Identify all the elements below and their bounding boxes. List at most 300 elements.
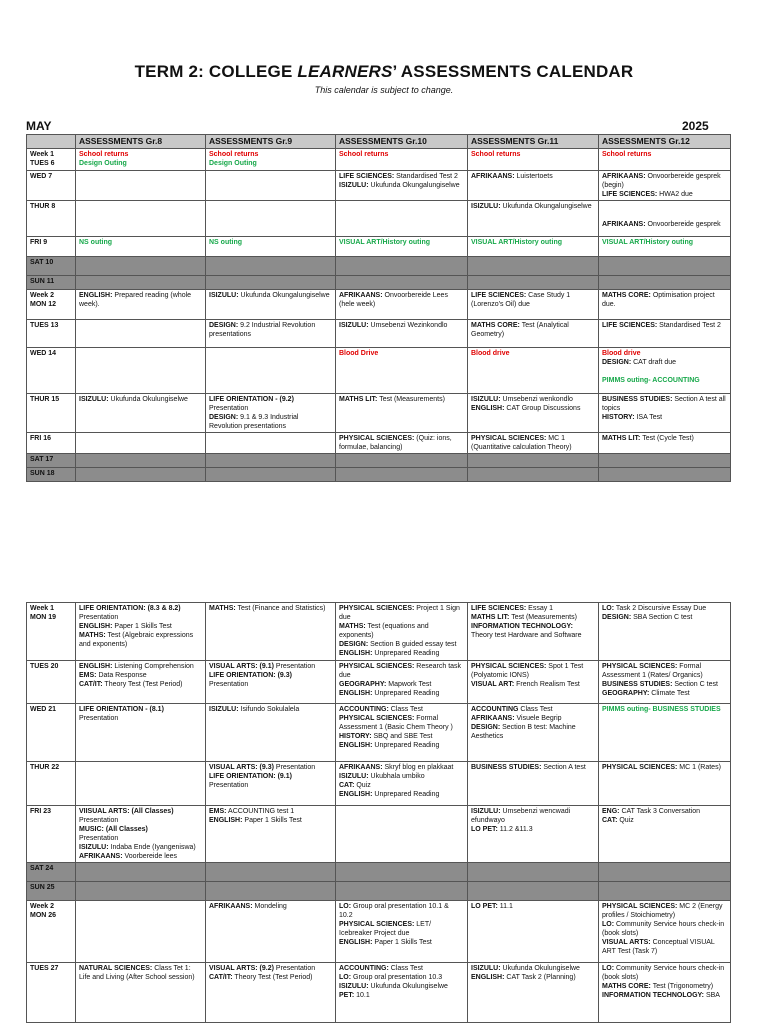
entry-text: Paper 1 Skills Test <box>372 939 432 946</box>
entry-text: Presentation <box>79 614 119 621</box>
entry-text: SBA Section C test <box>631 614 693 621</box>
day-label: FRI 23 <box>30 808 52 815</box>
assessment-entry <box>471 763 595 772</box>
assessment-cell <box>599 290 731 320</box>
subject-label: LIFE SCIENCES: <box>602 191 658 198</box>
entry-text: Mapwork Test <box>386 681 432 688</box>
table-row <box>27 348 731 394</box>
day-cell <box>27 704 76 762</box>
assessment-entry <box>471 662 595 680</box>
assessment-entry <box>209 150 332 159</box>
assessment-cell <box>599 320 731 348</box>
assessment-entry <box>471 964 595 973</box>
subject-label: LIFE ORIENTATION - (9.2) <box>209 396 294 403</box>
assessment-entry <box>471 902 595 911</box>
assessment-cell <box>468 661 599 704</box>
assessment-cell <box>206 454 336 468</box>
subject-label: ENGLISH: <box>471 405 505 412</box>
subject-label: MATHS: <box>339 623 366 630</box>
assessment-entry <box>339 741 464 750</box>
assessment-entry <box>471 613 595 622</box>
assessment-entry <box>339 662 464 680</box>
subject-label: MATHS LIT: <box>339 396 378 403</box>
subject-label: PHYSICAL SCIENCES: <box>602 903 678 910</box>
entry-text <box>294 396 296 403</box>
entry-text: Presentation <box>209 782 249 789</box>
assessment-cell <box>468 394 599 433</box>
subject-label: ISIZULU: <box>339 773 369 780</box>
assessment-cell <box>206 201 336 237</box>
day-cell <box>27 468 76 482</box>
assessment-entry <box>79 622 202 631</box>
assessment-cell <box>76 290 206 320</box>
assessment-cell <box>76 863 206 882</box>
assessment-entry <box>602 291 727 309</box>
entry-text: Blood drive <box>602 350 641 357</box>
day-cell <box>27 394 76 433</box>
assessment-cell <box>206 433 336 454</box>
assessment-cell <box>206 882 336 901</box>
assessment-entry <box>339 181 464 190</box>
entry-text: CAT draft due <box>631 359 677 366</box>
entry-text: Blood drive <box>471 350 510 357</box>
subject-label: ENGLISH: <box>339 690 373 697</box>
assessment-cell <box>468 348 599 394</box>
assessment-cell <box>76 201 206 237</box>
subject-label: PHYSICAL SCIENCES: <box>471 435 547 442</box>
calendar-body-2 <box>27 603 731 1023</box>
entry-text: Unprepared Reading <box>372 650 440 657</box>
entry-text: Umsebenzi wencwadi efundwayo <box>471 808 571 824</box>
day-label: Week 2 <box>30 292 54 299</box>
assessment-entry <box>79 825 202 834</box>
subject-label: VISUAL ARTS: <box>602 939 651 946</box>
subject-label: LIFE SCIENCES: <box>471 292 527 299</box>
assessment-entry <box>209 238 332 247</box>
assessment-entry <box>602 763 727 772</box>
entry-text: Data Response <box>96 672 147 679</box>
subject-label: VIISUAL ARTS: (All Classes) <box>79 808 174 815</box>
entry-text: Test (Cycle Test) <box>640 435 694 442</box>
subject-label: HISTORY: <box>339 733 372 740</box>
entry-text: Ukufunda Okulungiselwe <box>368 983 448 990</box>
assessment-cell <box>468 257 599 276</box>
assessment-entry <box>79 604 202 613</box>
assessment-entry <box>339 763 464 772</box>
table-row <box>27 963 731 1023</box>
entry-text: Spot 1 Test (Polyatomic IONS) <box>471 663 584 679</box>
day-label: SUN 11 <box>30 278 55 285</box>
assessment-entry <box>339 973 464 982</box>
assessment-entry <box>209 321 332 339</box>
entry-text: VISUAL ART/History outing <box>471 239 562 246</box>
day-label: FRI 9 <box>30 239 48 246</box>
entry-text: Prepared reading (whole week). <box>79 292 192 308</box>
assessment-cell <box>468 901 599 963</box>
entry-text: Presentation <box>273 663 316 670</box>
entry-text: Formal Assessment 1 (Rates/ Organics) <box>602 663 703 679</box>
subject-label: PHYSICAL SCIENCES: <box>471 663 547 670</box>
day-label: MON 26 <box>30 912 57 919</box>
entry-text <box>292 773 294 780</box>
assessment-entry <box>602 920 727 938</box>
table-row <box>27 661 731 704</box>
subject-label: AFRIKAANS: <box>602 173 646 180</box>
assessment-entry <box>602 349 727 358</box>
assessment-entry <box>209 816 332 825</box>
assessment-entry <box>339 790 464 799</box>
subject-label: MATHS: <box>79 632 106 639</box>
calendar-table-2 <box>26 602 731 1023</box>
assessment-entry <box>339 938 464 947</box>
day-cell <box>27 149 76 171</box>
subject-label: VISUAL ART: <box>471 681 515 688</box>
assessment-cell <box>599 661 731 704</box>
assessment-entry <box>339 991 464 1000</box>
entry-text: Test (Measurements) <box>377 396 445 403</box>
subject-label: CAT: <box>339 782 355 789</box>
assessment-cell <box>336 237 468 257</box>
assessment-cell <box>206 276 336 290</box>
column-header: ASSESSMENTS Gr.9 <box>206 135 336 149</box>
day-label: TUES 20 <box>30 663 59 670</box>
subject-label: INFORMATION TECHNOLOGY: <box>602 992 705 999</box>
assessment-entry <box>471 202 595 211</box>
table-row <box>27 704 731 762</box>
day-cell <box>27 171 76 201</box>
assessment-entry <box>339 321 464 330</box>
assessment-cell <box>206 704 336 762</box>
assessment-entry <box>471 238 595 247</box>
assessment-entry <box>602 211 727 220</box>
assessment-cell <box>599 149 731 171</box>
column-header: ASSESSMENTS Gr.10 <box>336 135 468 149</box>
entry-text: Ukufunda Okungalungiselwe <box>500 203 592 210</box>
assessment-entry <box>602 172 727 190</box>
assessment-entry <box>471 321 595 339</box>
assessment-entry <box>79 705 202 714</box>
assessment-entry <box>79 662 202 671</box>
assessment-cell <box>599 171 731 201</box>
assessment-entry <box>79 159 202 168</box>
assessment-entry <box>471 825 595 834</box>
weekend-row <box>27 468 731 482</box>
weekend-row <box>27 863 731 882</box>
assessment-entry <box>339 238 464 247</box>
assessment-cell <box>599 237 731 257</box>
subject-label: ISIZULU: <box>209 292 239 299</box>
entry-text: Test (Trigonometry) <box>650 983 714 990</box>
subject-label: AFRIKAANS: <box>339 764 383 771</box>
entry-text: (Quiz: ions, formulae, balancing) <box>339 435 452 451</box>
assessment-entry <box>602 220 727 229</box>
subject-label: ENGLISH: <box>339 791 373 798</box>
entry-text: VISUAL ART/History outing <box>339 239 430 246</box>
assessment-entry <box>79 613 202 622</box>
entry-text: Paper 1 Skills Test <box>112 623 172 630</box>
assessment-entry <box>209 781 332 790</box>
subject-label: GEOGRAPHY: <box>602 690 650 697</box>
assessment-cell <box>206 468 336 482</box>
entry-text: Class Test <box>388 706 423 713</box>
subject-label: PHYSICAL SCIENCES: <box>339 435 415 442</box>
assessment-cell <box>599 863 731 882</box>
assessment-cell <box>206 863 336 882</box>
assessment-cell <box>599 394 731 433</box>
entry-text: Test (Algebraic expressions and exponents) <box>79 632 194 648</box>
day-cell <box>27 963 76 1023</box>
assessment-entry <box>339 732 464 741</box>
entry-text: Ukufunda Okulungiselwe <box>500 965 580 972</box>
entry-text: Section C test <box>672 681 718 688</box>
assessment-entry <box>339 649 464 658</box>
day-label: WED 7 <box>30 173 53 180</box>
assessment-entry <box>339 434 464 452</box>
assessment-cell <box>336 762 468 806</box>
entry-text: VISUAL ART/History outing <box>602 239 693 246</box>
entry-text: Test (Finance and Statistics) <box>235 605 326 612</box>
assessment-cell <box>76 320 206 348</box>
entry-text: Presentation <box>273 965 316 972</box>
subject-label: PHYSICAL SCIENCES: <box>339 715 415 722</box>
assessment-cell <box>336 963 468 1023</box>
assessment-entry <box>209 807 332 816</box>
subject-label: LO PET: <box>471 826 498 833</box>
day-cell <box>27 901 76 963</box>
subject-label: ENGLISH: <box>471 974 505 981</box>
assessment-entry <box>602 807 727 816</box>
entry-text: 10.1 <box>354 992 370 999</box>
assessment-cell <box>468 149 599 171</box>
entry-text: Presentation <box>79 715 119 722</box>
subject-label: ISIZULU: <box>209 706 239 713</box>
assessment-entry <box>339 604 464 622</box>
assessment-entry <box>79 852 202 861</box>
entry-text: ACCOUNTING test 1 <box>226 808 295 815</box>
day-cell <box>27 454 76 468</box>
column-header <box>27 135 76 149</box>
assessment-cell <box>76 348 206 394</box>
subject-label: AFRIKAANS: <box>471 715 515 722</box>
entry-text: Conceptual VISUAL ART Test (Task 7) <box>602 939 715 955</box>
day-cell <box>27 863 76 882</box>
table-row <box>27 433 731 454</box>
assessment-cell <box>468 963 599 1023</box>
subject-label: DESIGN: <box>209 414 239 421</box>
subject-label: ENGLISH: <box>79 663 113 670</box>
assessment-cell <box>599 257 731 276</box>
subject-label: ISIZULU: <box>79 844 109 851</box>
entry-text: Isifundo Sokulalela <box>238 706 300 713</box>
entry-text: Onvoorbereide gesprek (begin) <box>602 173 721 189</box>
assessment-entry <box>602 902 727 920</box>
subject-label: PHYSICAL SCIENCES: <box>339 663 415 670</box>
subject-label: DESIGN: <box>339 641 369 648</box>
column-header: ASSESSMENTS Gr.8 <box>76 135 206 149</box>
assessment-cell <box>599 348 731 394</box>
day-label: TUES 6 <box>30 160 55 167</box>
entry-text: Presentation <box>209 405 249 412</box>
entry-text: Community Service hours check-in (book slots) <box>602 921 725 937</box>
page-subtitle: This calendar is subject to change. <box>314 85 454 95</box>
entry-text: Skryf blog en plakkaat <box>382 764 454 771</box>
assessment-cell <box>76 963 206 1023</box>
subject-label: ENGLISH: <box>79 292 113 299</box>
assessment-cell <box>336 433 468 454</box>
assessment-entry <box>602 816 727 825</box>
entry-text: Optimisation project due. <box>602 292 715 308</box>
assessment-cell <box>206 661 336 704</box>
assessment-entry <box>209 404 332 413</box>
assessment-cell <box>76 237 206 257</box>
subject-label: ENGLISH: <box>339 742 373 749</box>
assessment-cell <box>336 320 468 348</box>
assessment-entry <box>79 816 202 825</box>
entry-text: Section A test all topics <box>602 396 726 412</box>
entry-text: Unprepared Reading <box>372 791 440 798</box>
entry-text: Class Tet 1: Life and Living (After School session) <box>79 965 195 981</box>
assessment-cell <box>206 149 336 171</box>
assessment-cell <box>599 603 731 661</box>
assessment-cell <box>336 276 468 290</box>
assessment-cell <box>468 762 599 806</box>
assessment-entry <box>602 190 727 199</box>
weekend-row <box>27 257 731 276</box>
subject-label: MUSIC: (All Classes) <box>79 826 148 833</box>
subject-label: LIFE ORIENTATION: (8.3 & 8.2) <box>79 605 181 612</box>
subject-label: LO: <box>602 965 615 972</box>
assessment-entry <box>471 349 595 358</box>
assessment-cell <box>336 257 468 276</box>
entry-text: CAT Task 3 Conversation <box>619 808 701 815</box>
entry-text: Theory Test (Test Period) <box>102 681 183 688</box>
assessment-cell <box>599 901 731 963</box>
month-label: MAY <box>26 119 52 133</box>
entry-text: 11.1 <box>497 903 513 910</box>
assessment-entry <box>339 772 464 781</box>
entry-text: Umsebenzi wenkondlo <box>500 396 573 403</box>
subject-label: LIFE ORIENTATION: (9.1) <box>209 773 292 780</box>
day-label: Week 1 <box>30 151 54 158</box>
table-row <box>27 394 731 433</box>
subject-label: PHYSICAL SCIENCES: <box>602 663 678 670</box>
assessment-entry <box>79 807 202 816</box>
table-row <box>27 762 731 806</box>
assessment-entry <box>602 938 727 956</box>
entry-text: Ukufunda Okulungiselwe <box>108 396 188 403</box>
subject-label: ISIZULU: <box>79 396 109 403</box>
day-label: MON 12 <box>30 301 57 308</box>
day-cell <box>27 348 76 394</box>
day-cell <box>27 257 76 276</box>
assessment-cell <box>336 149 468 171</box>
assessment-cell <box>599 201 731 237</box>
entry-text <box>292 672 294 679</box>
subject-label: DESIGN: <box>602 614 632 621</box>
assessment-cell <box>206 257 336 276</box>
entry-text: 11.2 &11.3 <box>497 826 533 833</box>
day-label: TUES 13 <box>30 322 59 329</box>
day-cell <box>27 882 76 901</box>
assessment-cell <box>599 963 731 1023</box>
assessment-cell <box>206 603 336 661</box>
assessment-entry <box>79 843 202 852</box>
assessment-entry <box>79 150 202 159</box>
assessment-cell <box>336 201 468 237</box>
subject-label: ISIZULU: <box>471 203 501 210</box>
subject-label: LO: <box>602 921 615 928</box>
assessment-entry <box>79 291 202 309</box>
assessment-entry <box>339 714 464 732</box>
assessment-entry <box>602 689 727 698</box>
entry-text: Presentation <box>209 681 249 688</box>
subject-label: LO: <box>602 605 615 612</box>
assessment-entry <box>602 367 727 376</box>
assessment-cell <box>599 762 731 806</box>
subject-label: ISIZULU: <box>471 965 501 972</box>
entry-text: School returns <box>602 151 652 158</box>
day-label: SAT 17 <box>30 456 54 463</box>
subject-label: ACCOUNTING: <box>339 965 389 972</box>
subject-label: INFORMATION TECHNOLOGY: <box>471 623 574 630</box>
assessment-entry <box>602 321 727 330</box>
table-row <box>27 290 731 320</box>
subject-label: MATHS LIT: <box>602 435 641 442</box>
entry-text <box>602 212 604 219</box>
assessment-entry <box>339 395 464 404</box>
entry-text: Essay 1 <box>526 605 554 612</box>
assessment-cell <box>468 863 599 882</box>
subject-label: ISIZULU: <box>339 182 369 189</box>
day-label: SUN 18 <box>30 470 55 477</box>
assessment-entry <box>209 705 332 714</box>
subject-label: NATURAL SCIENCES: <box>79 965 153 972</box>
entry-text: NS outing <box>209 239 243 246</box>
entry-text: Indaba Ende (Iyangeniswa) <box>108 844 196 851</box>
subject-label: LIFE ORIENTATION: (9.3) <box>209 672 292 679</box>
table-row <box>27 806 731 863</box>
assessment-cell <box>76 149 206 171</box>
assessment-entry <box>602 434 727 443</box>
entry-text: Group oral presentation 10.3 <box>351 974 443 981</box>
subject-label: AFRIKAANS: <box>339 292 383 299</box>
assessment-entry <box>602 982 727 991</box>
entry-text: CAT Group Discussions <box>504 405 581 412</box>
day-cell <box>27 290 76 320</box>
assessment-cell <box>76 257 206 276</box>
entry-text: Community Service hours check-in (book slots) <box>602 965 725 981</box>
assessment-entry <box>602 680 727 689</box>
assessment-entry <box>471 172 595 181</box>
day-cell <box>27 237 76 257</box>
assessment-entry <box>339 982 464 991</box>
entry-text: Standardised Test 2 <box>657 322 721 329</box>
day-cell <box>27 276 76 290</box>
entry-text: Design Outing <box>209 160 257 167</box>
assessment-cell <box>206 394 336 433</box>
entry-text <box>602 368 604 375</box>
entry-text: Quiz <box>617 817 634 824</box>
day-label: SUN 25 <box>30 884 55 891</box>
assessment-entry <box>602 604 727 613</box>
subject-label: DESIGN: <box>602 359 632 366</box>
subject-label: LIFE SCIENCES: <box>602 322 658 329</box>
entry-text: Listening Comprehension <box>112 663 194 670</box>
entry-text: Presentation <box>79 817 119 824</box>
assessment-entry <box>471 714 595 723</box>
entry-text: Section A test <box>541 764 586 771</box>
assessment-entry <box>339 920 464 938</box>
